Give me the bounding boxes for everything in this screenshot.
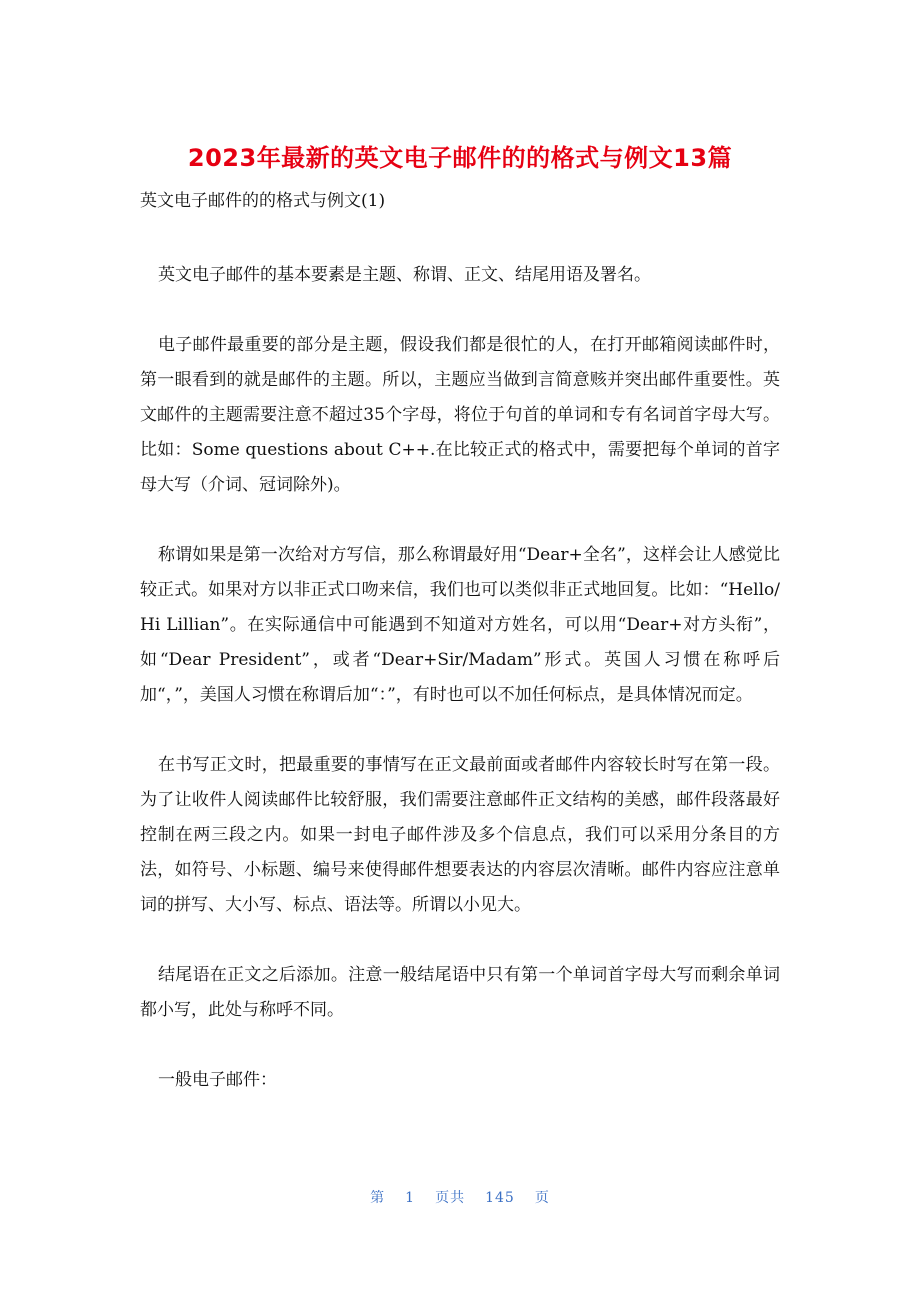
document-body	[140, 258, 780, 1133]
footer-total-pages: 145	[485, 1190, 515, 1206]
paragraph-general-email: 一般电子邮件：	[158, 1070, 277, 1090]
document-title: 2023年最新的英文电子邮件的的格式与例文13篇	[187, 144, 733, 172]
footer-page-number: 1	[405, 1190, 416, 1206]
paragraph-closing: 结尾语在正文之后添加。注意一般结尾语中只有第一个单词首字母大写而剩余单词都小写，此处与称呼不同。	[140, 965, 780, 1020]
page-footer	[0, 1186, 920, 1210]
footer-suffix: 页	[534, 1190, 550, 1206]
document-subtitle: 英文电子邮件的的格式与例文(1)	[140, 191, 386, 211]
paragraph-basic-elements: 英文电子邮件的基本要素是主题、称谓、正文、结尾用语及署名。	[158, 265, 651, 285]
paragraph-subject: 电子邮件最重要的部分是主题，假设我们都是很忙的人，在打开邮箱阅读邮件时，第一眼看到的就是邮件的主题。所以，主题应当做到言简意赅并突出邮件重要性。英文邮件的主题需要注意不超过35个字母，将位于句首的单词和专有名词首字母大写。比如：Some questions about C++.在比较正式的格式中，需要把每个单词的首字母大写（介词、冠词除外)。	[140, 335, 780, 495]
paragraph-body-text: 在书写正文时，把最重要的事情写在正文最前面或者邮件内容较长时写在第一段。为了让收件人阅读邮件比较舒服，我们需要注意邮件正文结构的美感，邮件段落最好控制在两三段之内。如果一封电子邮件涉及多个信息点，我们可以采用分条目的方法，如符号、小标题、编号来使得邮件想要表达的内容层次清晰。邮件内容应注意单词的拼写、大小写、标点、语法等。所谓以小见大。	[140, 755, 780, 915]
footer-prefix: 第	[370, 1190, 386, 1206]
paragraph-salutation: 称谓如果是第一次给对方写信，那么称谓最好用“Dear+全名”，这样会让人感觉比较正式。如果对方以非正式口吻来信，我们也可以类似非正式地回复。比如：“Hello/Hi Lillian”。在实际通信中可能遇到不知道对方姓名，可以用“Dear+对方头衔”，如“Dear President”，或者“Dear+Sir/Madam”形式。英国人习惯在称呼后加“，”，美国人习惯在称谓后加“：”，有时也可以不加任何标点，是具体情况而定。	[140, 545, 780, 705]
footer-middle: 页共	[435, 1190, 466, 1206]
